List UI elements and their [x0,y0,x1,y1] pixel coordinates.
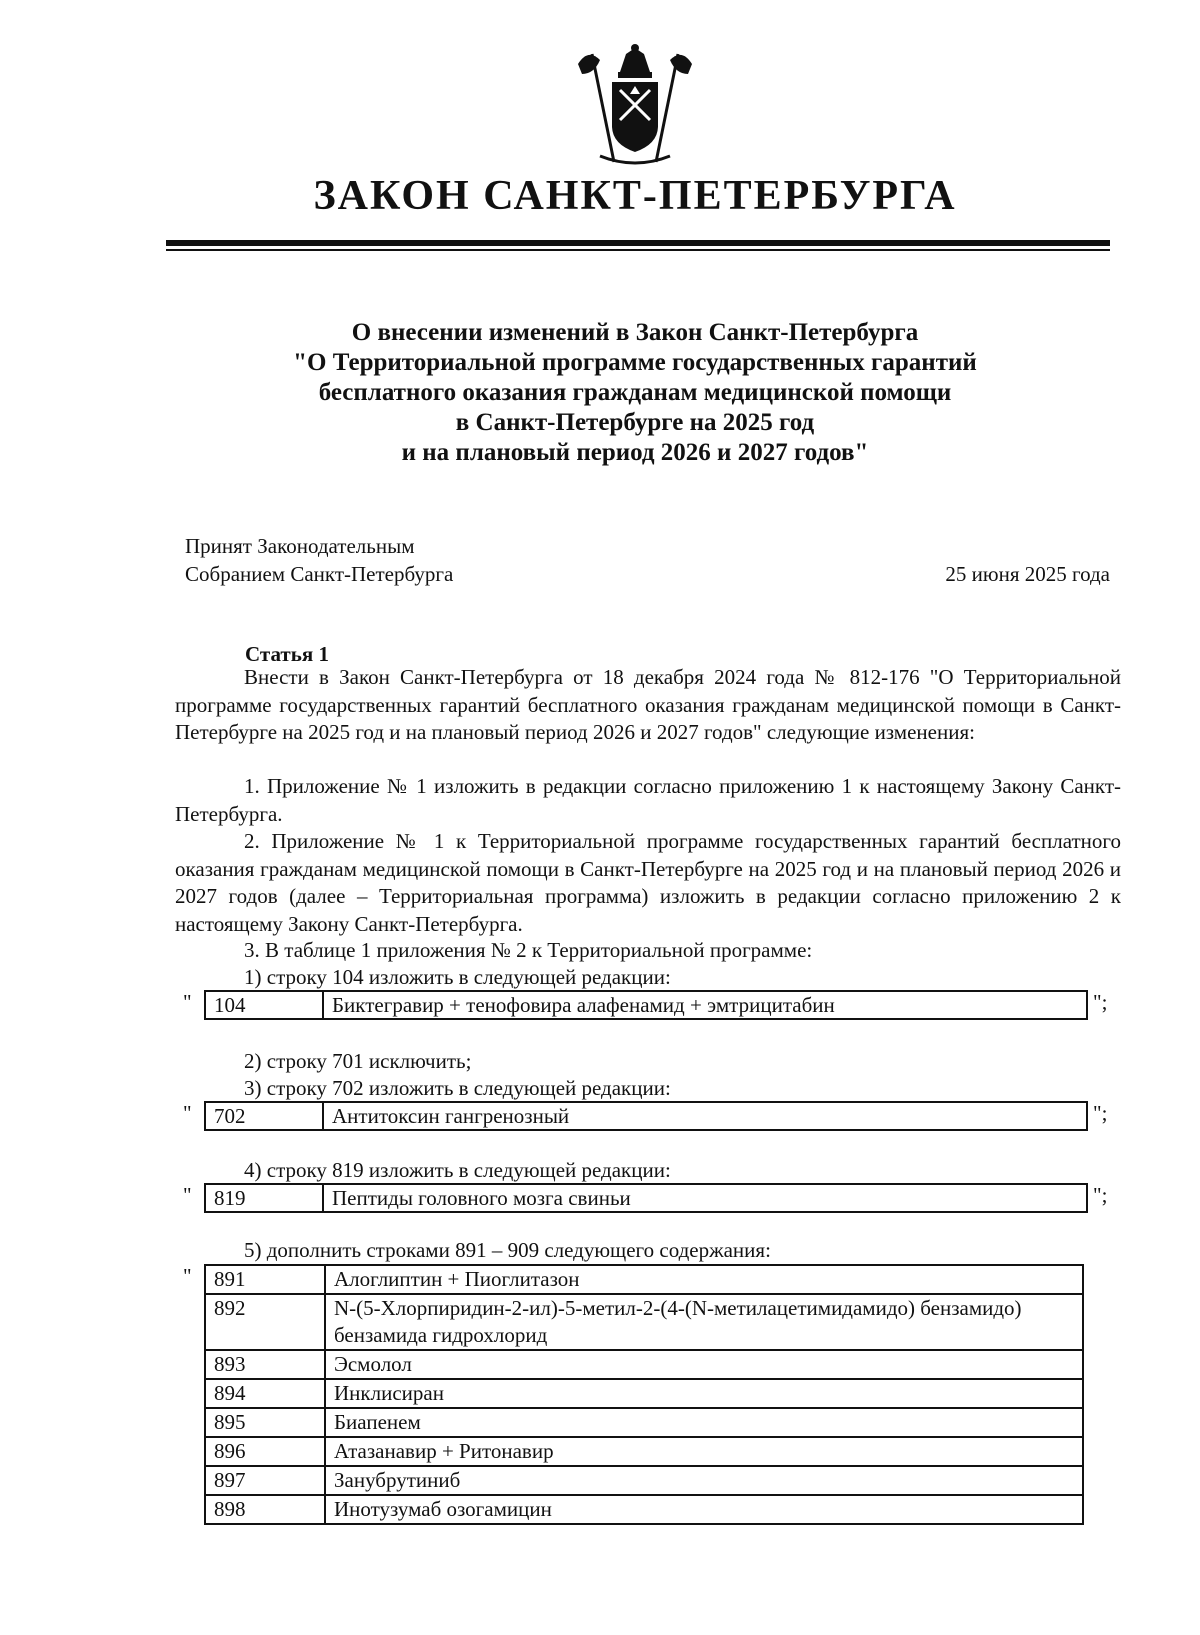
quote-close: "; [1093,990,1108,1014]
title-rule-thin [166,249,1110,251]
coat-of-arms-emblem [570,44,700,170]
row-number: 897 [205,1466,325,1495]
table-row-819 [204,1183,1088,1213]
row-number: 898 [205,1495,325,1524]
row-number: 895 [205,1408,325,1437]
subitem-5: 5) дополнить строками 891 – 909 следующего содержания: [244,1238,771,1262]
article-title: Статья 1 [245,642,329,666]
row-number: 104 [206,992,324,1018]
row-number: 819 [206,1185,324,1211]
quote-open: " [183,1101,192,1125]
row-drug-name: Биапенем [325,1408,1083,1437]
table-row [205,1294,1083,1350]
row-drug-name: N-(5-Хлорпиридин-2-ил)-5-метил-2-(4-(N-метилацетимидамидо) бензамидо) бензамида гидрохлорид [325,1294,1083,1350]
law-title: ЗАКОН САНКТ-ПЕТЕРБУРГА [313,173,957,219]
new-rows-table [204,1264,1084,1525]
adoption-line-2: Собранием Санкт-Петербурга [185,562,454,586]
table-row [205,1408,1083,1437]
quote-open: " [183,1264,192,1288]
article-item-1: 1. Приложение № 1 изложить в редакции согласно приложению 1 к настоящему Закону Санкт-Петербурга. [175,774,1121,826]
table-row [205,1495,1083,1524]
subitem-4: 4) строку 819 изложить в следующей редакции: [244,1158,671,1182]
row-number: 893 [205,1350,325,1379]
row-number: 896 [205,1437,325,1466]
subitem-2: 2) строку 701 исключить; [244,1049,472,1073]
table-row [205,1437,1083,1466]
row-drug-name: Эсмолол [325,1350,1083,1379]
table-row [205,1350,1083,1379]
table-row [205,1466,1083,1495]
adoption-date: 25 июня 2025 года [945,562,1110,586]
row-number: 702 [206,1103,324,1129]
quote-close: "; [1093,1183,1108,1207]
quote-open: " [183,990,192,1014]
table-row [205,1265,1083,1294]
heading-line: в Санкт-Петербурге на 2025 год [455,409,815,436]
quote-open: " [183,1183,192,1207]
article-intro: Внести в Закон Санкт-Петербурга от 18 декабря 2024 года № 812-176 "О Территориальной программе государственных гарантий бесплатного оказания гражданам медицинской помощи в Санкт-Петербурге на 2025 год и на плановый период 2026 и 2027 годов" следующие изменения: [175,665,1121,744]
row-drug-name: Биктегравир + тенофовира алафенамид + эмтрицитабин [332,993,835,1017]
heading-line: "О Территориальной программе государственных гарантий [293,349,977,376]
title-rule-thick [166,240,1110,246]
row-drug-name: Инотузумаб озогамицин [325,1495,1083,1524]
row-drug-name: Пептиды головного мозга свиньи [332,1186,631,1210]
heading-line: и на плановый период 2026 и 2027 годов" [401,439,869,466]
table-row-702 [204,1101,1088,1131]
document-heading [0,318,1200,468]
row-drug-name: Атазанавир + Ритонавир [325,1437,1083,1466]
row-drug-name: Алоглиптин + Пиоглитазон [325,1265,1083,1294]
row-drug-name: Инклисиран [325,1379,1083,1408]
row-number: 892 [205,1294,325,1350]
quote-close: "; [1093,1101,1108,1125]
row-number: 891 [205,1265,325,1294]
heading-line: О внесении изменений в Закон Санкт-Петербурга [351,319,919,346]
table-row-104 [204,990,1088,1020]
heading-line: бесплатного оказания гражданам медицинской помощи [318,379,952,406]
subitem-3: 3) строку 702 изложить в следующей редакции: [244,1076,671,1100]
row-drug-name: Антитоксин гангренозный [332,1104,570,1128]
row-drug-name: Занубрутиниб [325,1466,1083,1495]
adoption-body [185,532,453,588]
row-number: 894 [205,1379,325,1408]
subitem-1: 1) строку 104 изложить в следующей редакции: [244,965,671,989]
table-row [205,1379,1083,1408]
article-item-3: 3. В таблице 1 приложения № 2 к Территориальной программе: [244,938,813,962]
article-item-2: 2. Приложение № 1 к Территориальной программе государственных гарантий бесплатного оказания гражданам медицинской помощи в Санкт-Петербурге на 2025 год и на плановый период 2026 и 2027 годов (далее – Территориальная программа) изложить в редакции согласно приложению 2 к настоящему Закону Санкт-Петербурга. [175,829,1121,936]
adoption-line-1: Принят Законодательным [185,534,415,558]
